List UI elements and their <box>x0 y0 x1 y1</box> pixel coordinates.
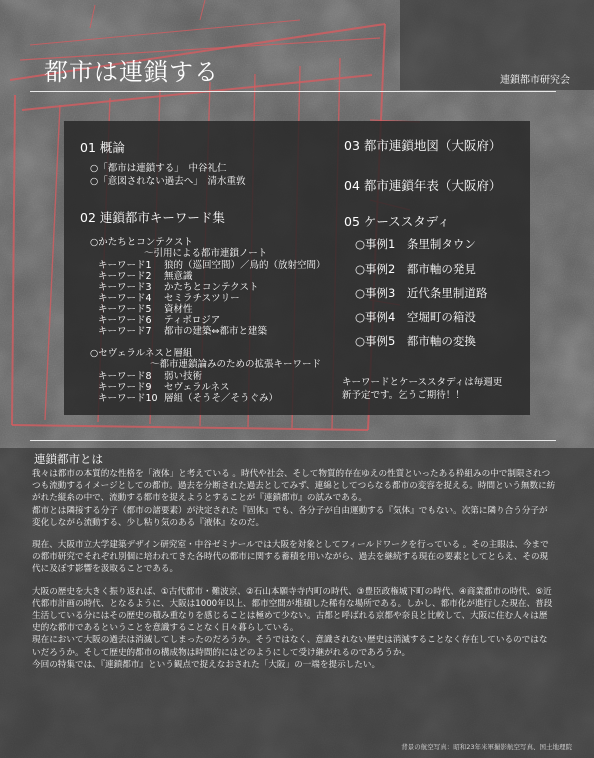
toc-section-01[interactable]: 01 概論 <box>80 140 125 155</box>
page-title: 都市は連鎖する <box>44 58 219 86</box>
keyword-group-1-title[interactable]: ○かたちとコンテクスト <box>90 237 193 248</box>
about-heading: 連鎖都市とは <box>34 452 103 466</box>
case-study-item[interactable]: ○事例3 近代条里制道路 <box>355 286 488 300</box>
keyword-item[interactable]: キーワード3 かたちとコンテクスト <box>98 282 259 293</box>
keyword-item[interactable]: キーワード5 資材性 <box>98 304 193 315</box>
keyword-group-2-subtitle: 〜都市連鎖論みのための拡張キーワード <box>150 359 322 370</box>
case-study-item[interactable]: ○事例5 都市軸の変換 <box>355 334 476 348</box>
about-paragraph: 都市とは隣接する分子（都市の諸要素）が決定された『固体』でも、各分子が自由運動する『気体』でもない。次第に隣り合う分子が変化しながら流動する、少し粘り気のある『液体』なのだ。 <box>32 505 548 528</box>
about-paragraph: 現在、大阪市立大学建築デザイン研究室・中谷ゼミナールでは大阪を対象としてフィールドワークを行っている 。その主眼は、今までの都市研究でそれぞれ別個に培われてきた各時代の都市に関する蓄積を用いながら、過去を継続する現在の要素としてとらえ、その現代に及ぼす影響を汲取ることである。 <box>32 540 549 575</box>
keyword-item[interactable]: キーワード10 層組（そうそ／そうぐみ） <box>98 393 279 404</box>
about-paragraph: 現在において大阪の過去は消滅してしまったのだろうか。そうではなく、意識されない歴史は消滅することなく存在しているのではないだろうか。そして歴史的都市の構成物は時間的にはどのようにして受け継がれるのであろうか。 <box>32 635 548 658</box>
case-study-item[interactable]: ○事例1 条里制タウン <box>355 237 476 251</box>
about-paragraph: 大阪の歴史を大きく振り返れば、①古代都市・難波京、②石山本願寺寺内町の時代、③豊臣政権城下町の時代、④商業都市の時代、⑤近代都市計画の時代、となるように、大阪は1000年以上、都市空間が堆積した稀有な場所である。しかし、都市化が進行した現在、普段生活している分にはその歴史の積み重なりを感じることは極めて少ない。古都と呼ばれる京都や奈良と比較して、大阪に住む人々は歴史的な都市であるということを意識することなく日々暮らしている。 <box>32 586 553 634</box>
case-study-item[interactable]: ○事例4 空堀町の箱没 <box>355 310 476 324</box>
about-paragraph: 今回の特集では、『連鎖都市』という観点で捉えなおされた「大阪」の一端を提示したい。 <box>32 659 381 670</box>
toc-section-02[interactable]: 02 連鎖都市キーワード集 <box>80 210 225 225</box>
toc-section-03[interactable]: 03 都市連鎖地図（大阪府） <box>344 138 502 153</box>
keyword-item[interactable]: キーワード4 セミラチスツリー <box>98 293 240 304</box>
keyword-group-1-subtitle: 〜引用による都市連鎖ノート <box>144 248 268 259</box>
keyword-group-2-title[interactable]: ○セヴェラルネスと層組 <box>90 348 193 359</box>
about-body <box>32 468 556 671</box>
keyword-item[interactable]: キーワード2 無意識 <box>98 271 193 282</box>
keyword-item[interactable]: キーワード9 セヴェラルネス <box>98 382 230 393</box>
photo-credit: 背景の航空写真：昭和23年米軍撮影航空写真、国土地理院 <box>401 743 572 751</box>
keyword-item[interactable]: キーワード7 都市の建築⇔都市と建築 <box>98 326 267 337</box>
section-divider <box>30 440 556 441</box>
toc-section-04[interactable]: 04 都市連鎖年表（大阪府） <box>344 178 502 193</box>
organization-name: 連鎖都市研究会 <box>500 75 570 86</box>
keyword-item[interactable]: キーワード8 弱い技術 <box>98 371 203 382</box>
keyword-item[interactable]: キーワード6 ティポロジア <box>98 315 221 326</box>
update-note: キーワードとケーススタディは毎週更新予定です。乞うご期待！！ <box>342 377 503 401</box>
case-study-item[interactable]: ○事例2 都市軸の発見 <box>355 262 476 276</box>
about-paragraph: 我々は都市の本質的な性格を「液体」と考えている 。時代や社会、そして物質的存在ゆえの性質といったある枠組みの中で制限されつつも流動するイメージとしての都市。過去を分断された過去としてみず、連綿としてつらなる都市の変容を捉える。時間という無数に紡がれた縦糸の中で、流動する都市を捉えようとすることが『連鎖都市』の試みである。 <box>32 469 556 504</box>
toc-item-essay-2[interactable]: ○「意図されない過去へ」 清水重敦 <box>90 176 246 187</box>
keyword-item[interactable]: キーワード1 狼的（巡回空間）／鳥的（放射空間） <box>98 260 326 271</box>
toc-item-essay-1[interactable]: ○「都市は連鎖する」 中谷礼仁 <box>90 163 227 174</box>
toc-section-05[interactable]: 05 ケーススタディ <box>344 214 450 229</box>
header-divider <box>30 91 556 92</box>
